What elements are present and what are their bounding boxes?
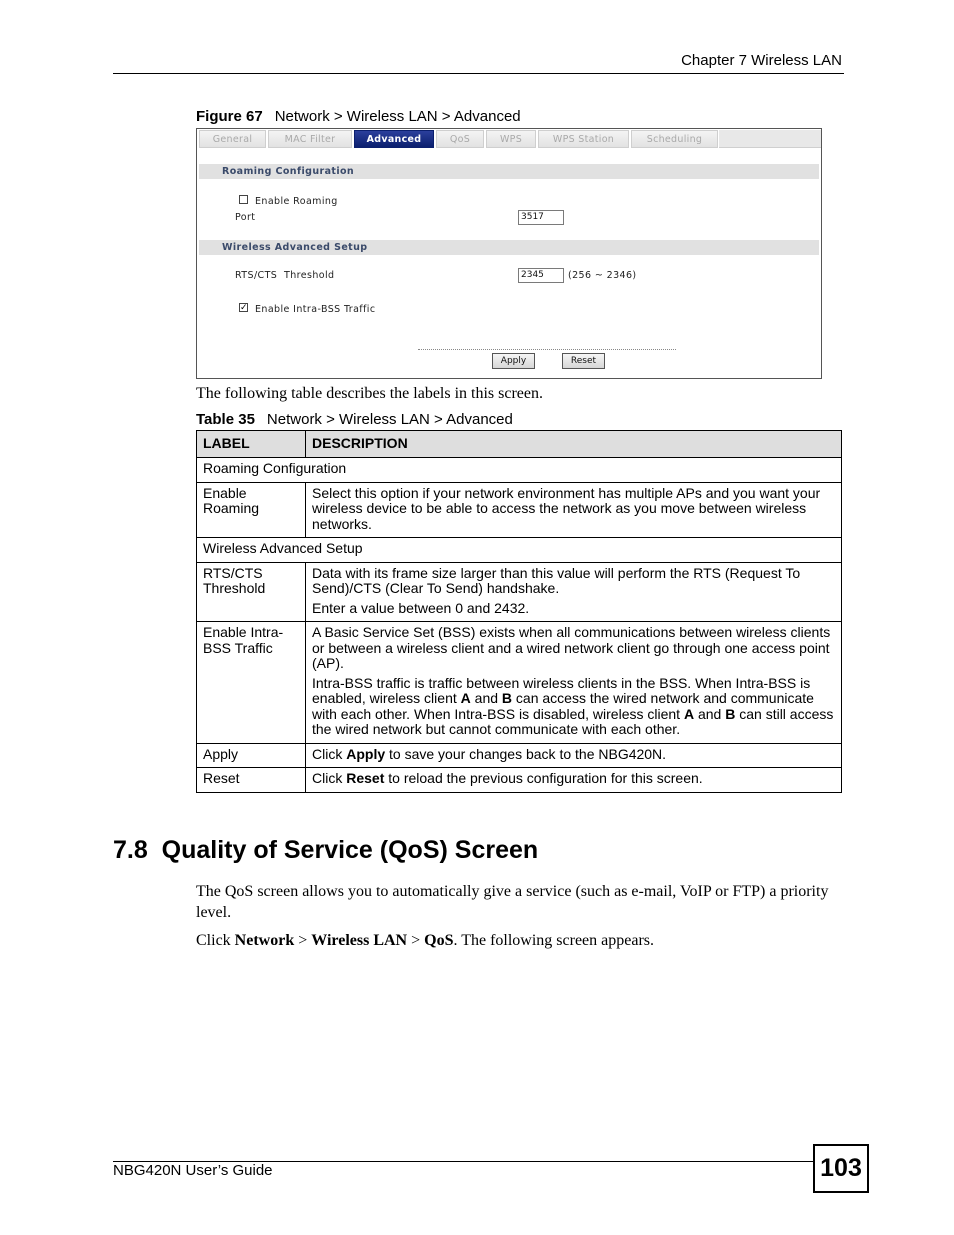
tab-scheduling[interactable]: Scheduling bbox=[631, 130, 718, 148]
rts-input[interactable]: 2345 bbox=[518, 268, 564, 283]
intro-text: The following table describes the labels in this screen. bbox=[196, 385, 544, 402]
text-run: to reload the previous configuration for this screen. bbox=[384, 770, 703, 786]
table-row bbox=[197, 482, 842, 538]
port-label: Port bbox=[235, 212, 256, 223]
table-caption bbox=[196, 411, 513, 428]
tab-bar bbox=[197, 129, 821, 149]
text-run: and bbox=[470, 690, 502, 706]
section-title: 7.8 Quality of Service (QoS) Screen bbox=[113, 836, 539, 864]
bold-client-b: B bbox=[501, 690, 513, 706]
tab-wps-station[interactable]: WPS Station bbox=[538, 130, 629, 148]
text-run: Click bbox=[312, 745, 347, 762]
row-label: Enable Intra-BSS Traffic bbox=[197, 622, 306, 744]
figure-title: Network > Wireless LAN > Advanced bbox=[274, 108, 521, 125]
section-row-roaming: Roaming Configuration bbox=[197, 458, 842, 483]
row-label: Apply bbox=[197, 743, 306, 768]
text-run: . The following screen appears. bbox=[453, 932, 655, 949]
section-paragraph bbox=[196, 930, 836, 951]
header-label: LABEL bbox=[197, 431, 306, 458]
bold-reset: Reset bbox=[346, 770, 385, 786]
row-description bbox=[306, 743, 842, 768]
intra-bss-label: Enable Intra-BSS Traffic bbox=[255, 304, 376, 315]
bold-client-a: A bbox=[460, 690, 471, 706]
button-divider bbox=[418, 349, 676, 350]
text-run: and bbox=[694, 705, 726, 722]
text-run: > bbox=[407, 932, 425, 949]
table-row bbox=[197, 458, 842, 483]
text-run: to save your changes back to the NBG420N. bbox=[385, 745, 667, 762]
table-title: Network > Wireless LAN > Advanced bbox=[266, 411, 513, 428]
table-row bbox=[197, 538, 842, 563]
bold-apply: Apply bbox=[346, 745, 386, 762]
bold-client-b: B bbox=[725, 705, 736, 722]
header-description: DESCRIPTION bbox=[306, 431, 842, 458]
text-run: Intra-BSS traffic is traffic between wireless clients in the BSS. When Intra-BSS is enabled, wireless client bbox=[312, 674, 811, 706]
row-description bbox=[306, 768, 842, 793]
text-run: Click bbox=[196, 932, 235, 949]
tab-wps[interactable]: WPS bbox=[486, 130, 536, 148]
description-paragraph bbox=[312, 676, 835, 738]
description-paragraph: Data with its frame size larger than this value will perform the RTS (Request To Send)/CTS (Clear To Send) handshake. bbox=[312, 564, 801, 596]
text-run: Click bbox=[312, 770, 347, 786]
rts-range: (256 ~ 2346) bbox=[568, 270, 637, 281]
roaming-section-bar: Roaming Configuration bbox=[199, 164, 819, 179]
table-row bbox=[197, 622, 842, 744]
text-run: can access the wired network and communicate with each other. When Intra-BSS is disabled, wireless client bbox=[312, 690, 814, 722]
advanced-section-bar: Wireless Advanced Setup bbox=[199, 240, 819, 255]
table-number: Table 35 bbox=[196, 411, 255, 428]
enable-roaming-checkbox[interactable] bbox=[239, 195, 248, 204]
apply-button[interactable]: Apply bbox=[492, 353, 535, 369]
tab-qos[interactable]: QoS bbox=[436, 130, 484, 148]
tab-bar-fill bbox=[719, 130, 821, 148]
description-paragraph: Enter a value between 0 and 2432. bbox=[312, 599, 530, 616]
description-table bbox=[196, 430, 842, 793]
text-run: > bbox=[294, 932, 312, 949]
port-input[interactable]: 3517 bbox=[518, 210, 564, 225]
reset-button[interactable]: Reset bbox=[562, 353, 605, 369]
tab-mac-filter[interactable]: MAC Filter bbox=[268, 130, 352, 148]
text-run: can still access the wired network but cannot communicate with each other. bbox=[312, 705, 834, 737]
bold-wireless-lan: Wireless LAN bbox=[311, 932, 408, 949]
rts-label: RTS/CTS Threshold bbox=[235, 270, 335, 281]
section-paragraph: The QoS screen allows you to automatically give a service (such as e-mail, VoIP or FTP) a priority level. bbox=[196, 883, 829, 921]
row-label: Enable Roaming bbox=[197, 482, 306, 538]
figure-number: Figure 67 bbox=[196, 108, 263, 125]
table-row bbox=[197, 562, 842, 622]
bold-client-a: A bbox=[683, 705, 695, 722]
row-description bbox=[306, 622, 842, 744]
tab-advanced[interactable]: Advanced bbox=[354, 130, 434, 148]
bold-qos: QoS bbox=[424, 932, 454, 949]
table-header-row bbox=[197, 431, 842, 458]
bold-network: Network bbox=[234, 932, 295, 949]
page-number: 103 bbox=[813, 1144, 869, 1193]
row-label: RTS/CTS Threshold bbox=[197, 562, 306, 622]
enable-roaming-label: Enable Roaming bbox=[255, 196, 338, 207]
table-row bbox=[197, 768, 842, 793]
section-row-advanced: Wireless Advanced Setup bbox=[197, 538, 842, 563]
screenshot-panel bbox=[196, 128, 822, 379]
chapter-header: Chapter 7 Wireless LAN bbox=[681, 52, 842, 69]
table-row bbox=[197, 743, 842, 768]
row-label: Reset bbox=[197, 768, 306, 793]
row-description: Select this option if your network environment has multiple APs and you want your wireless device to be able to access the network as you move between wireless networks. bbox=[306, 482, 842, 538]
intra-bss-checkbox[interactable]: ✓ bbox=[240, 302, 248, 312]
footer-guide-title: NBG420N User’s Guide bbox=[113, 1162, 273, 1179]
header-rule bbox=[113, 73, 844, 74]
figure-caption bbox=[196, 108, 521, 125]
description-paragraph: A Basic Service Set (BSS) exists when all communications between wireless clients or between a wireless client and a wired network client go through one access point (AP). bbox=[312, 624, 831, 671]
row-description bbox=[306, 562, 842, 622]
tab-general[interactable]: General bbox=[199, 130, 266, 148]
